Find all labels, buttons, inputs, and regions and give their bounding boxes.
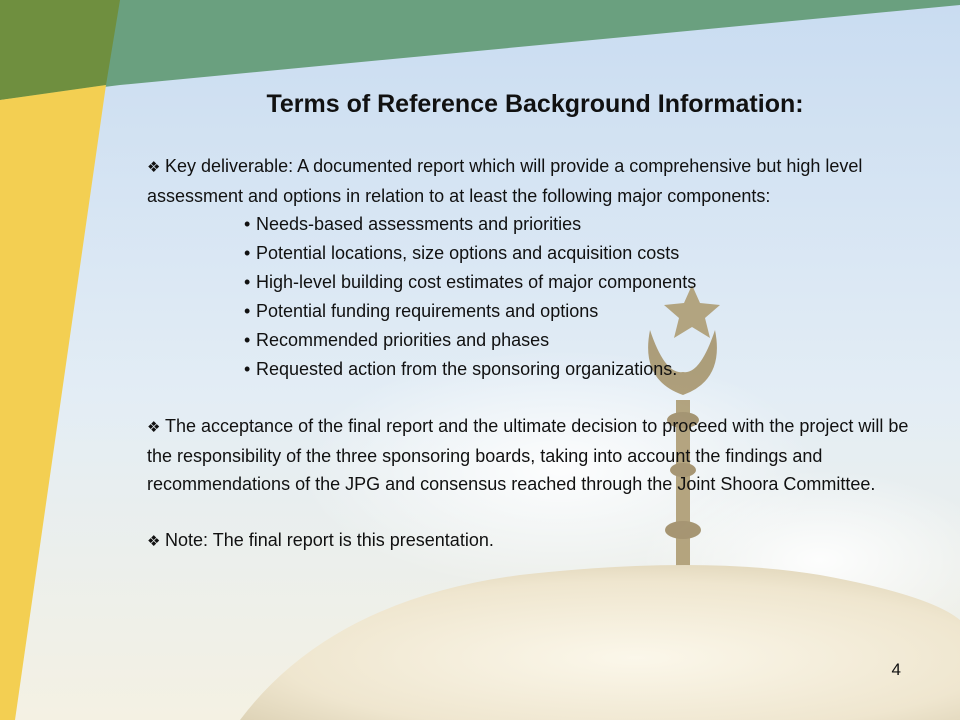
slide-title: Terms of Reference Background Information: [266,90,804,118]
note-text: Note: The final report is this presentation. [165,530,494,550]
acceptance-paragraph [147,412,937,498]
acceptance-text: The acceptance of the final report and the ultimate decision to proceed with the project will be the responsibility of the three sponsoring boards, taking into account the findings and recommendations of the JPG and consensus reached through the Joint Shoora Committee. [147,416,909,494]
list-item: • Potential funding requirements and options [244,297,937,326]
deliverable-paragraph [147,152,937,210]
diamond-bullet-icon: ❖ [147,419,161,436]
list-item: • Needs-based assessments and priorities [244,210,937,239]
diamond-bullet-icon: ❖ [147,159,161,176]
list-item: • High-level building cost estimates of major components [244,268,937,297]
note-paragraph [147,526,937,556]
components-list [147,210,937,384]
deliverable-text: Key deliverable: A documented report which will provide a comprehensive but high level assessment and options in relation to at least the following major components: [147,156,863,206]
page-number: 4 [891,660,901,679]
diamond-bullet-icon: ❖ [147,533,161,550]
slide-body [147,152,937,556]
list-item: • Recommended priorities and phases [244,326,937,355]
list-item: • Potential locations, size options and acquisition costs [244,239,937,268]
list-item: • Requested action from the sponsoring organizations. [244,355,937,384]
